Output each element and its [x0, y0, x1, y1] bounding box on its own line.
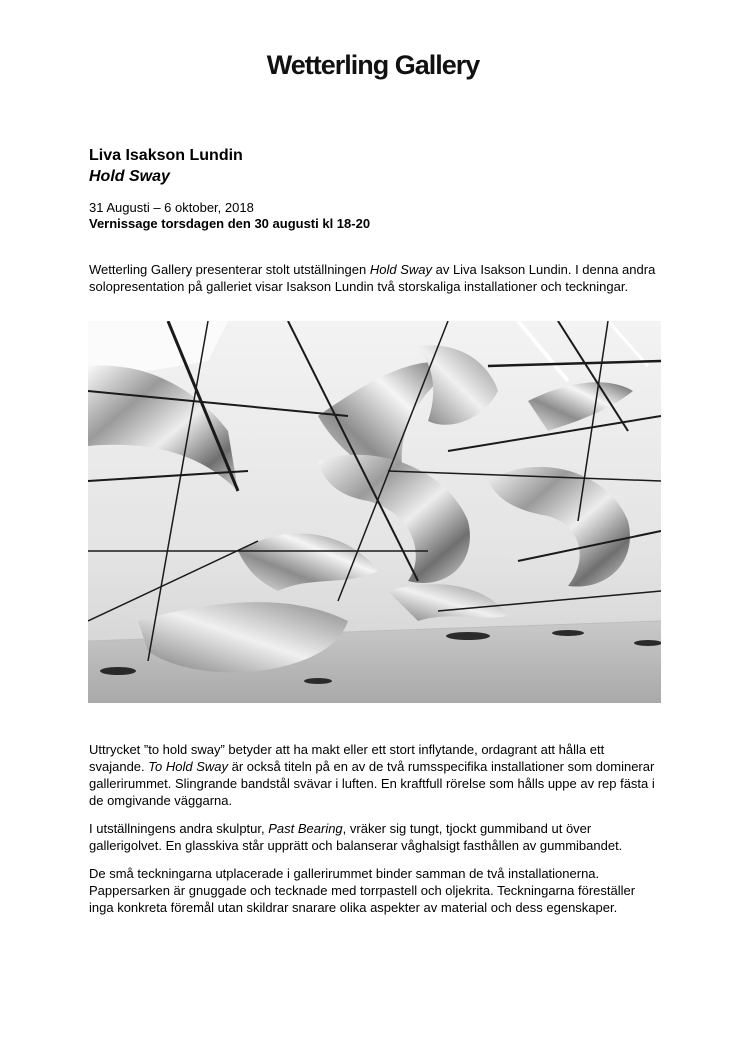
intro-text-after: av Liva Isakson Lundin. I denna andra solopresentation på galleriet visar Isakson Lundin två storskaliga installationer och teckningar.: [89, 262, 656, 294]
vernissage-info: Vernissage torsdagen den 30 augusti kl 18-20: [89, 216, 371, 231]
p2-italic-title: Past Bearing: [268, 821, 343, 836]
exhibition-title: Hold Sway: [89, 168, 170, 185]
intro-italic-title: Hold Sway: [369, 262, 432, 277]
p2-text-before: I utställningens andra skulptur,: [89, 821, 269, 836]
gallery-logo: Wetterling Gallery: [266, 50, 480, 80]
paragraph-drawings: De små teckningarna utplacerade i gallerirummet binder samman de två installationerna. Pappersarken är gnuggade och tecknade med torrpastell och oljekrita. Teckningarna föreställer inga konkreta föremål utan skildrar snarare olika aspekter av material och dess egenskaper.: [89, 866, 636, 915]
p1-text-after: är också titeln på en av de två rumsspecifika installationer som dominerar gallerirummet. Slingrande bandstål svävar i luften. En kraftfull rörelse som hålls uppe av rep fästa i de omgivande väggarna.: [89, 759, 655, 808]
paragraph-second-sculpture: [89, 820, 659, 854]
p2-text-after: , vräker sig tungt, tjockt gummiband ut över gallerigolvet. En glasskiva står upprätt och balanserar våghalsigt fasthållen av gummibandet.: [89, 821, 623, 853]
p1-text-before: Uttrycket ”to hold sway” betyder att ha makt eller ett stort inflytande, ordagrant att hålla ett svajande.: [89, 742, 605, 774]
exhibition-dates: 31 Augusti – 6 oktober, 2018: [89, 200, 254, 215]
intro-paragraph: [89, 261, 659, 295]
installation-photo: [88, 321, 661, 703]
intro-text-before: Wetterling Gallery presenterar stolt utställningen: [89, 262, 370, 277]
paragraph-meaning: [89, 741, 659, 809]
p1-italic-title: To Hold Sway: [148, 759, 228, 774]
artist-name: Liva Isakson Lundin: [89, 147, 243, 164]
